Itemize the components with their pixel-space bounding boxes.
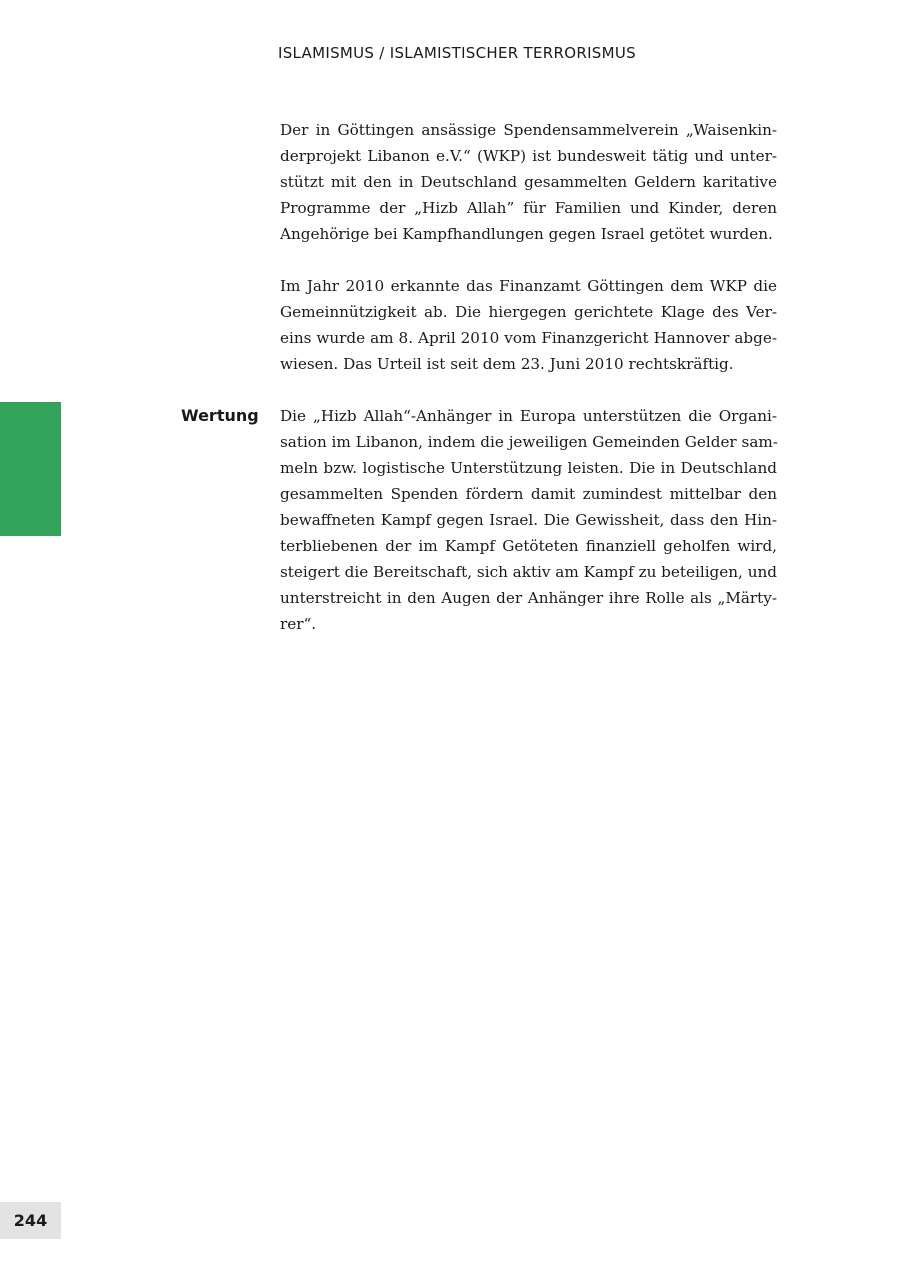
text-line: Angehörige bei Kampfhandlungen gegen Israel getötet wurden.: [280, 225, 773, 243]
running-header: ISLAMISMUS / ISLAMISTISCHER TERRORISMUS: [278, 44, 636, 62]
section-color-tab: [0, 402, 61, 536]
text-line: wiesen. Das Urteil ist seit dem 23. Juni 2010 rechtskräftig.: [280, 355, 734, 373]
text-line: Der in Göttingen ansässige Spendensammelverein „Waisenkin-: [280, 121, 777, 139]
text-line: bewaffneten Kampf gegen Israel. Die Gewissheit, dass den Hin-: [280, 511, 777, 529]
text-line: Im Jahr 2010 erkannte das Finanzamt Göttingen dem WKP die: [280, 277, 777, 295]
text-line: steigert die Bereitschaft, sich aktiv am Kampf zu beteiligen, und: [280, 563, 777, 581]
text-line: terbliebenen der im Kampf Getöteten finanziell geholfen wird,: [280, 537, 777, 555]
wertung-label: Wertung: [181, 406, 259, 425]
text-line: Die „Hizb Allah“-Anhänger in Europa unterstützen die Organi-: [280, 407, 777, 425]
paragraph-wertung: [280, 403, 777, 637]
text-line: derprojekt Libanon e.V.“ (WKP) ist bundesweit tätig und unter-: [280, 147, 777, 165]
text-line: rer“.: [280, 615, 317, 633]
paragraph-tax-ruling: [280, 273, 777, 377]
paragraph-wkp-description: [280, 117, 777, 247]
text-line: sation im Libanon, indem die jeweiligen Gemeinden Gelder sam-: [280, 433, 778, 451]
text-line: eins wurde am 8. April 2010 vom Finanzgericht Hannover abge-: [280, 329, 777, 347]
page-number: 244: [0, 1202, 61, 1239]
text-line: Programme der „Hizb Allah” für Familien und Kinder, deren: [280, 199, 777, 217]
text-line: Gemeinnützigkeit ab. Die hiergegen gerichtete Klage des Ver-: [280, 303, 777, 321]
text-line: unterstreicht in den Augen der Anhänger ihre Rolle als „Märty-: [280, 589, 777, 607]
text-line: meln bzw. logistische Unterstützung leisten. Die in Deutschland: [280, 459, 777, 477]
text-line: gesammelten Spenden fördern damit zumindest mittelbar den: [280, 485, 777, 503]
text-line: stützt mit den in Deutschland gesammelten Geldern karitative: [280, 173, 777, 191]
